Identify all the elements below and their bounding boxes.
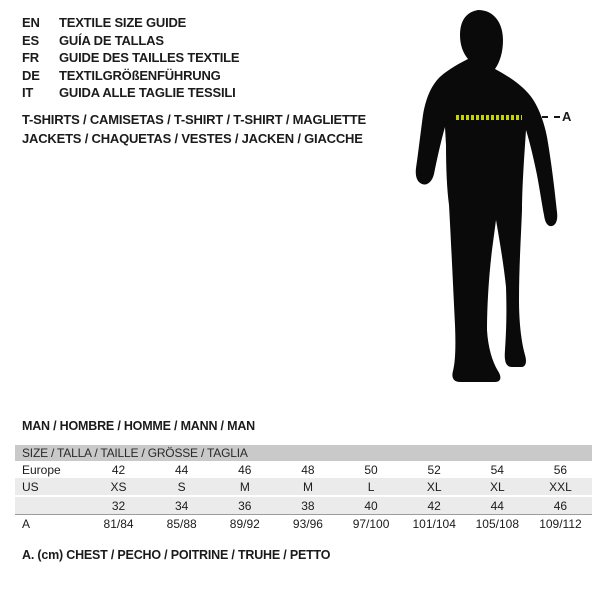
cell: 48 (301, 462, 315, 477)
cell: M (239, 479, 250, 494)
table-row-europe (15, 461, 592, 478)
cell: 52 (427, 462, 441, 477)
cell: 50 (364, 462, 378, 477)
cell: 105/108 (475, 516, 519, 531)
language-legend (22, 14, 382, 102)
row-label: US (22, 479, 39, 494)
cell: 56 (553, 462, 568, 477)
cell: 46 (553, 498, 568, 513)
language-code: DE (22, 67, 40, 83)
cell: 85/88 (166, 516, 197, 531)
language-title: GUIDE DES TAILLES TEXTILE (59, 50, 240, 66)
language-row-es (22, 32, 382, 50)
language-row-de (22, 67, 382, 85)
chest-measure-dashes (456, 115, 522, 120)
language-title: TEXTILGRÖßENFÜHRUNG (59, 67, 221, 83)
language-title: GUÍA DE TALLAS (59, 32, 164, 48)
cell: 34 (175, 498, 189, 513)
row-label: A (22, 516, 31, 531)
cell: XL (426, 479, 442, 494)
size-table-header: SIZE / TALLA / TAILLE / GRÖSSE / TAGLIA (15, 445, 592, 461)
category-block (22, 110, 422, 148)
man-silhouette-figure (405, 5, 595, 395)
cell: 44 (175, 462, 189, 477)
cell: M (302, 479, 313, 494)
cell: 32 (111, 498, 126, 513)
cell: 109/112 (539, 516, 582, 531)
measure-label-a: A (562, 109, 572, 124)
cell: 93/96 (292, 516, 323, 531)
language-row-it (22, 84, 382, 102)
language-code: FR (22, 50, 39, 66)
language-title: GUIDA ALLE TAGLIE TESSILI (59, 85, 236, 101)
row-label: Europe (22, 462, 61, 477)
table-row-chest-cm (15, 515, 592, 532)
language-row-en (22, 14, 382, 32)
language-code: EN (22, 15, 40, 31)
size-table (15, 445, 592, 532)
cell: 54 (490, 462, 504, 477)
language-code: ES (22, 32, 39, 48)
cell: 89/92 (229, 516, 260, 531)
cell: XXL (549, 479, 572, 494)
measure-leader-dashes (542, 116, 560, 118)
cell: 44 (490, 498, 504, 513)
cell: 81/84 (103, 516, 134, 531)
cell: 36 (238, 498, 252, 513)
language-row-fr (22, 49, 382, 67)
cell: 38 (301, 498, 315, 513)
section-title: MAN / HOMBRE / HOMME / MANN / MAN (22, 419, 255, 433)
category-line-jackets: JACKETS / CHAQUETAS / VESTES / JACKEN / GIACCHE (22, 131, 363, 146)
cell: 42 (111, 462, 126, 477)
table-row-us (15, 478, 592, 495)
language-code: IT (22, 85, 34, 101)
cell: XL (489, 479, 505, 494)
cell: 46 (238, 462, 252, 477)
cell: 40 (364, 498, 378, 513)
cell: 42 (427, 498, 441, 513)
cell: 101/104 (412, 516, 456, 531)
cell: XS (110, 479, 127, 494)
table-row-numeric (15, 495, 592, 515)
category-line-tshirts: T-SHIRTS / CAMISETAS / T-SHIRT / T-SHIRT / MAGLIETTE (22, 112, 366, 127)
footnote-chest: A. (cm) CHEST / PECHO / POITRINE / TRUHE / PETTO (22, 548, 331, 562)
man-silhouette-path (416, 10, 558, 382)
cell: 97/100 (352, 516, 390, 531)
man-silhouette-svg (405, 5, 595, 395)
cell: S (177, 479, 186, 494)
cell: L (367, 479, 375, 494)
language-title: TEXTILE SIZE GUIDE (59, 15, 187, 31)
